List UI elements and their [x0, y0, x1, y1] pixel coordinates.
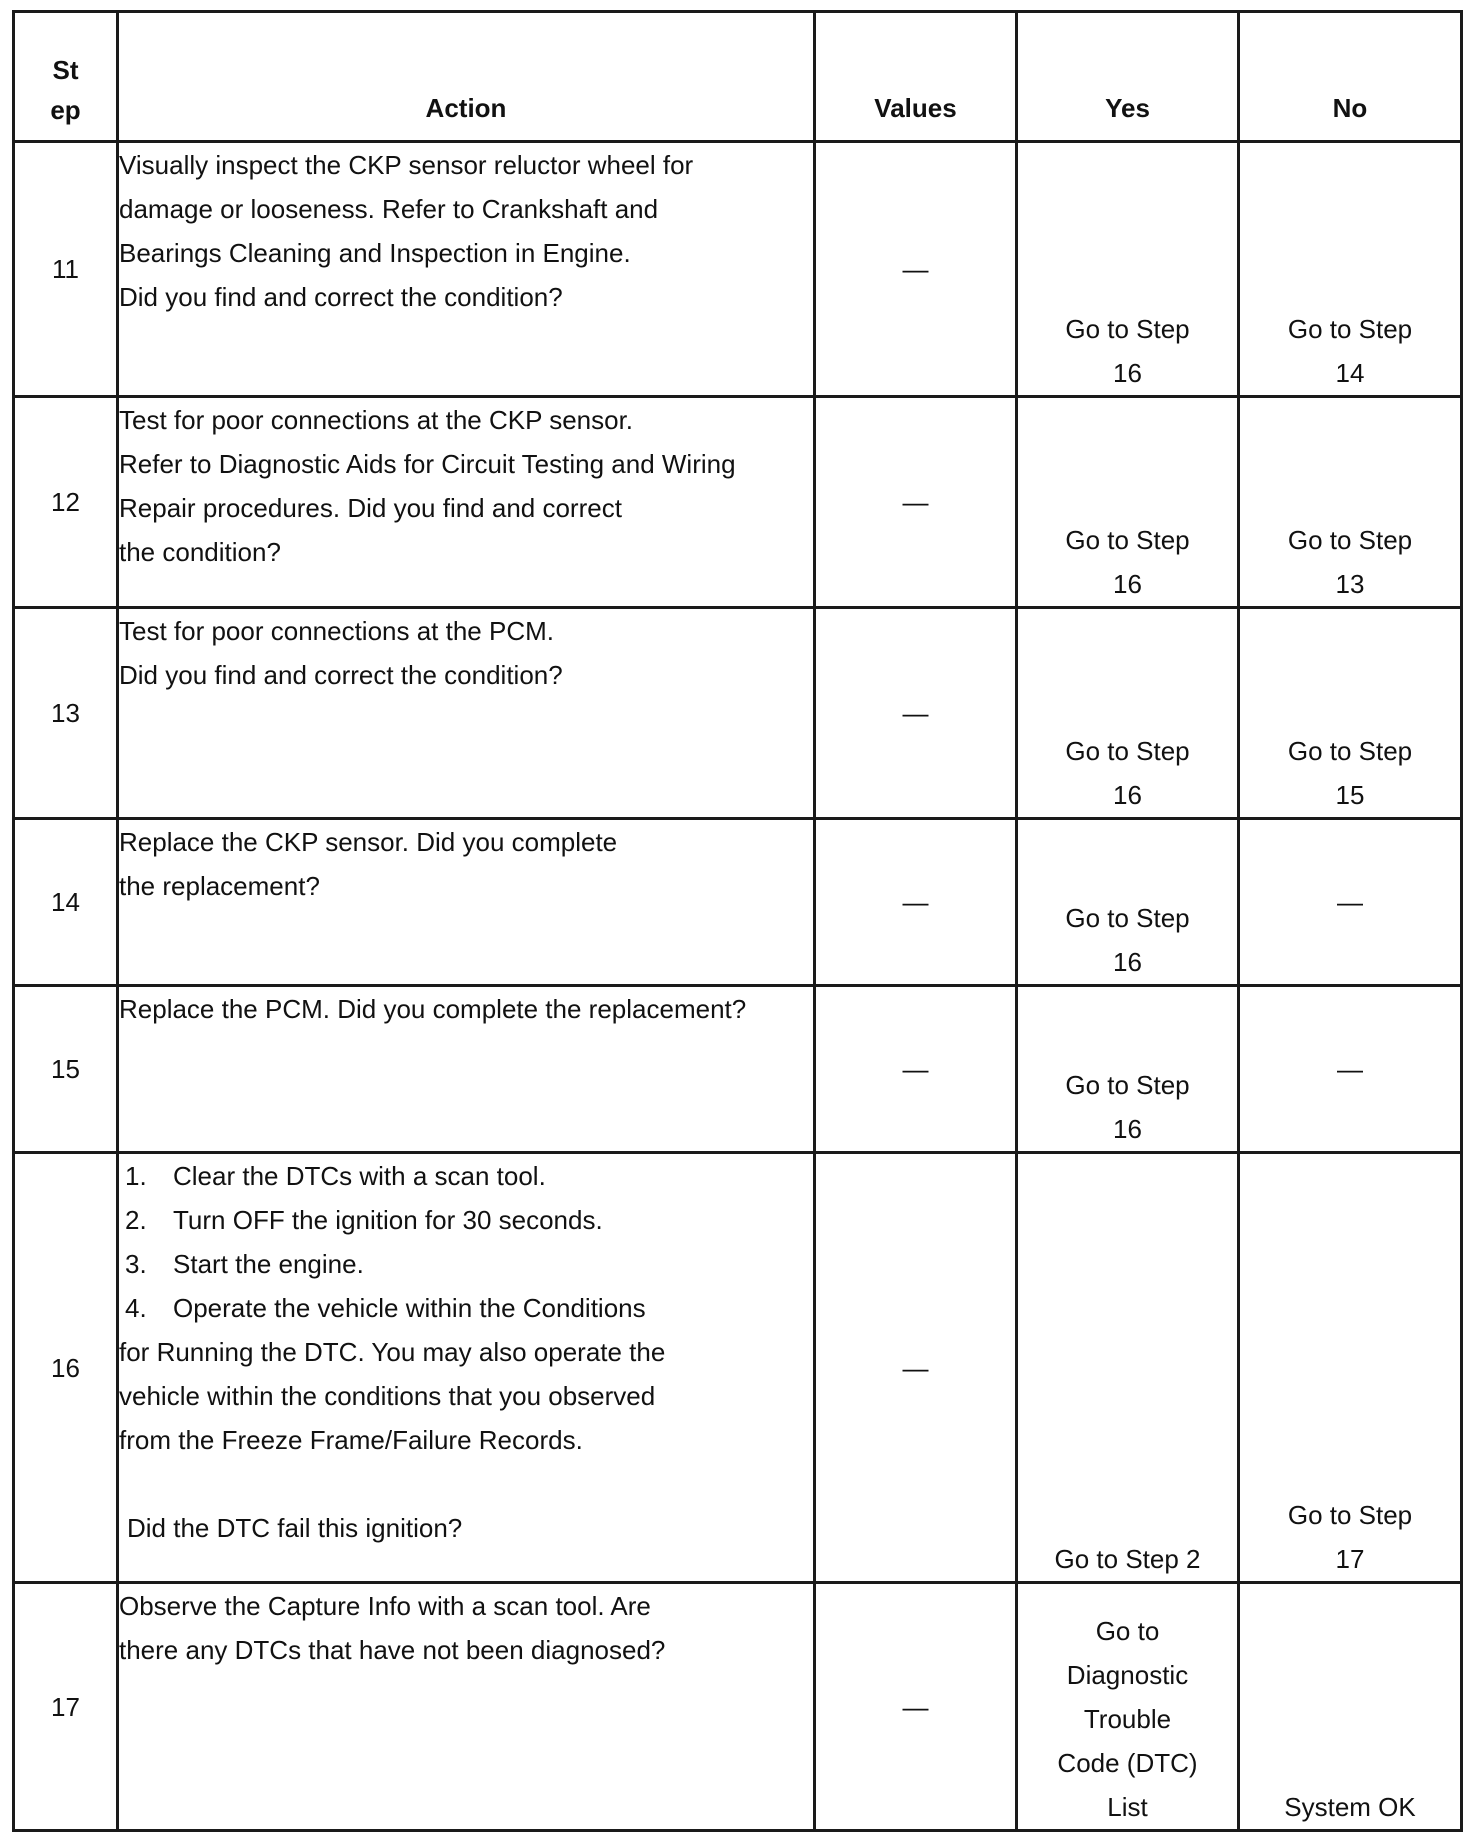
yes-line: Go to Step — [1065, 903, 1190, 933]
step-number: 14 — [14, 819, 118, 986]
values-cell: — — [815, 1583, 1017, 1831]
action-cell — [118, 142, 815, 397]
table-row-step-16 — [14, 1153, 1462, 1583]
step-number: 12 — [14, 397, 118, 608]
yes-cell — [1017, 986, 1239, 1153]
continuation-line: from the Freeze Frame/Failure Records. — [119, 1425, 583, 1455]
step-number: 15 — [14, 986, 118, 1153]
diagnostic-table-wrapper — [12, 10, 1460, 1832]
item-text: Turn OFF the ignition for 30 seconds. — [173, 1205, 603, 1235]
values-cell: — — [815, 1153, 1017, 1583]
action-line: damage or looseness. Refer to Crankshaft and — [119, 194, 659, 224]
action-line: Did you find and correct the condition? — [119, 660, 563, 690]
table-row-step-15 — [14, 986, 1462, 1153]
yes-line: 16 — [1113, 780, 1142, 810]
no-line: 14 — [1335, 358, 1365, 388]
action-line: Test for poor connections at the CKP sensor. — [119, 405, 634, 435]
yes-line: List — [1107, 1792, 1148, 1822]
yes-cell — [1017, 608, 1239, 819]
no-line: System OK — [1284, 1792, 1416, 1822]
numbered-item — [119, 1198, 813, 1242]
action-line: Repair procedures. Did you find and correct — [119, 493, 622, 523]
action-line: there any DTCs that have not been diagnosed? — [119, 1635, 666, 1665]
yes-line: 16 — [1113, 1114, 1142, 1144]
table-row-step-12 — [14, 397, 1462, 608]
yes-line: 16 — [1113, 358, 1142, 388]
no-cell — [1239, 1153, 1462, 1583]
item-text: Clear the DTCs with a scan tool. — [173, 1161, 546, 1191]
action-line: Replace the CKP sensor. Did you complete — [119, 827, 618, 857]
yes-line: Go to Step — [1065, 1070, 1190, 1100]
numbered-item — [119, 1286, 813, 1330]
action-cell — [118, 1153, 815, 1583]
no-line: Go to Step — [1287, 525, 1413, 555]
item-number: 3. — [125, 1249, 147, 1279]
header-yes: Yes — [1017, 12, 1239, 142]
header-step — [14, 12, 118, 142]
no-line: 13 — [1335, 569, 1365, 599]
yes-line: Code (DTC) — [1057, 1748, 1198, 1778]
yes-cell — [1017, 397, 1239, 608]
no-cell — [1239, 1583, 1462, 1831]
diagnostic-table — [12, 10, 1463, 1832]
action-line: Observe the Capture Info with a scan tool. Are — [119, 1591, 651, 1621]
yes-line: Go to Step — [1065, 314, 1190, 344]
values-cell: — — [815, 819, 1017, 986]
no-cell: — — [1239, 819, 1462, 986]
no-cell: — — [1239, 986, 1462, 1153]
action-line: Test for poor connections at the PCM. — [119, 616, 554, 646]
yes-line: 16 — [1113, 569, 1142, 599]
values-cell: — — [815, 142, 1017, 397]
values-cell: — — [815, 986, 1017, 1153]
yes-line: Go to Step — [1065, 525, 1190, 555]
item-number: 1. — [125, 1161, 147, 1191]
header-step-line1: St — [52, 55, 79, 85]
table-row-step-13 — [14, 608, 1462, 819]
numbered-item — [119, 1242, 813, 1286]
yes-line: Go to Step — [1065, 736, 1190, 766]
header-action: Action — [118, 12, 815, 142]
action-cell — [118, 608, 815, 819]
no-line: Go to Step — [1287, 1500, 1413, 1530]
yes-line: Go to Step 2 — [1054, 1544, 1201, 1574]
yes-cell — [1017, 142, 1239, 397]
step-number: 13 — [14, 608, 118, 819]
action-line: the condition? — [119, 537, 281, 567]
action-cell — [118, 1583, 815, 1831]
table-row-step-14 — [14, 819, 1462, 986]
yes-cell — [1017, 1153, 1239, 1583]
step-number: 17 — [14, 1583, 118, 1831]
header-no: No — [1239, 12, 1462, 142]
action-cell — [118, 819, 815, 986]
yes-line: 16 — [1113, 947, 1142, 977]
yes-cell — [1017, 1583, 1239, 1831]
item-text: Start the engine. — [173, 1249, 364, 1279]
yes-line: Trouble — [1083, 1704, 1172, 1734]
continuation-line: vehicle within the conditions that you observed — [119, 1381, 656, 1411]
no-line: Go to Step — [1287, 314, 1413, 344]
item-text: Operate the vehicle within the Conditions — [173, 1293, 646, 1323]
values-cell: — — [815, 397, 1017, 608]
blank-spacer — [119, 1462, 813, 1506]
action-line: Refer to Diagnostic Aids for Circuit Testing and Wiring — [119, 449, 736, 479]
no-cell — [1239, 142, 1462, 397]
yes-cell — [1017, 819, 1239, 986]
header-row — [14, 12, 1462, 142]
table-row-step-11 — [14, 142, 1462, 397]
action-line: Did you find and correct the condition? — [119, 282, 563, 312]
header-values: Values — [815, 12, 1017, 142]
no-cell — [1239, 608, 1462, 819]
step-number: 16 — [14, 1153, 118, 1583]
action-cell — [118, 986, 815, 1153]
item-number: 2. — [125, 1205, 147, 1235]
continuation-line: for Running the DTC. You may also operate the — [119, 1337, 666, 1367]
table-row-step-17 — [14, 1583, 1462, 1831]
no-line: 15 — [1335, 780, 1365, 810]
numbered-item — [119, 1154, 813, 1198]
action-cell — [118, 397, 815, 608]
yes-line: Go to — [1095, 1616, 1160, 1646]
action-line: the replacement? — [119, 871, 320, 901]
action-line: Replace the PCM. Did you complete the replacement? — [119, 994, 747, 1024]
step-number: 11 — [14, 142, 118, 397]
values-cell: — — [815, 608, 1017, 819]
yes-line: Diagnostic — [1066, 1660, 1189, 1690]
no-cell — [1239, 397, 1462, 608]
no-line: 17 — [1335, 1544, 1365, 1574]
action-line: Visually inspect the CKP sensor reluctor wheel for — [119, 150, 694, 180]
action-line: Bearings Cleaning and Inspection in Engine. — [119, 238, 631, 268]
no-line: Go to Step — [1287, 736, 1413, 766]
header-step-line2: ep — [50, 95, 81, 125]
question-line: Did the DTC fail this ignition? — [127, 1513, 463, 1543]
item-number: 4. — [125, 1293, 147, 1323]
